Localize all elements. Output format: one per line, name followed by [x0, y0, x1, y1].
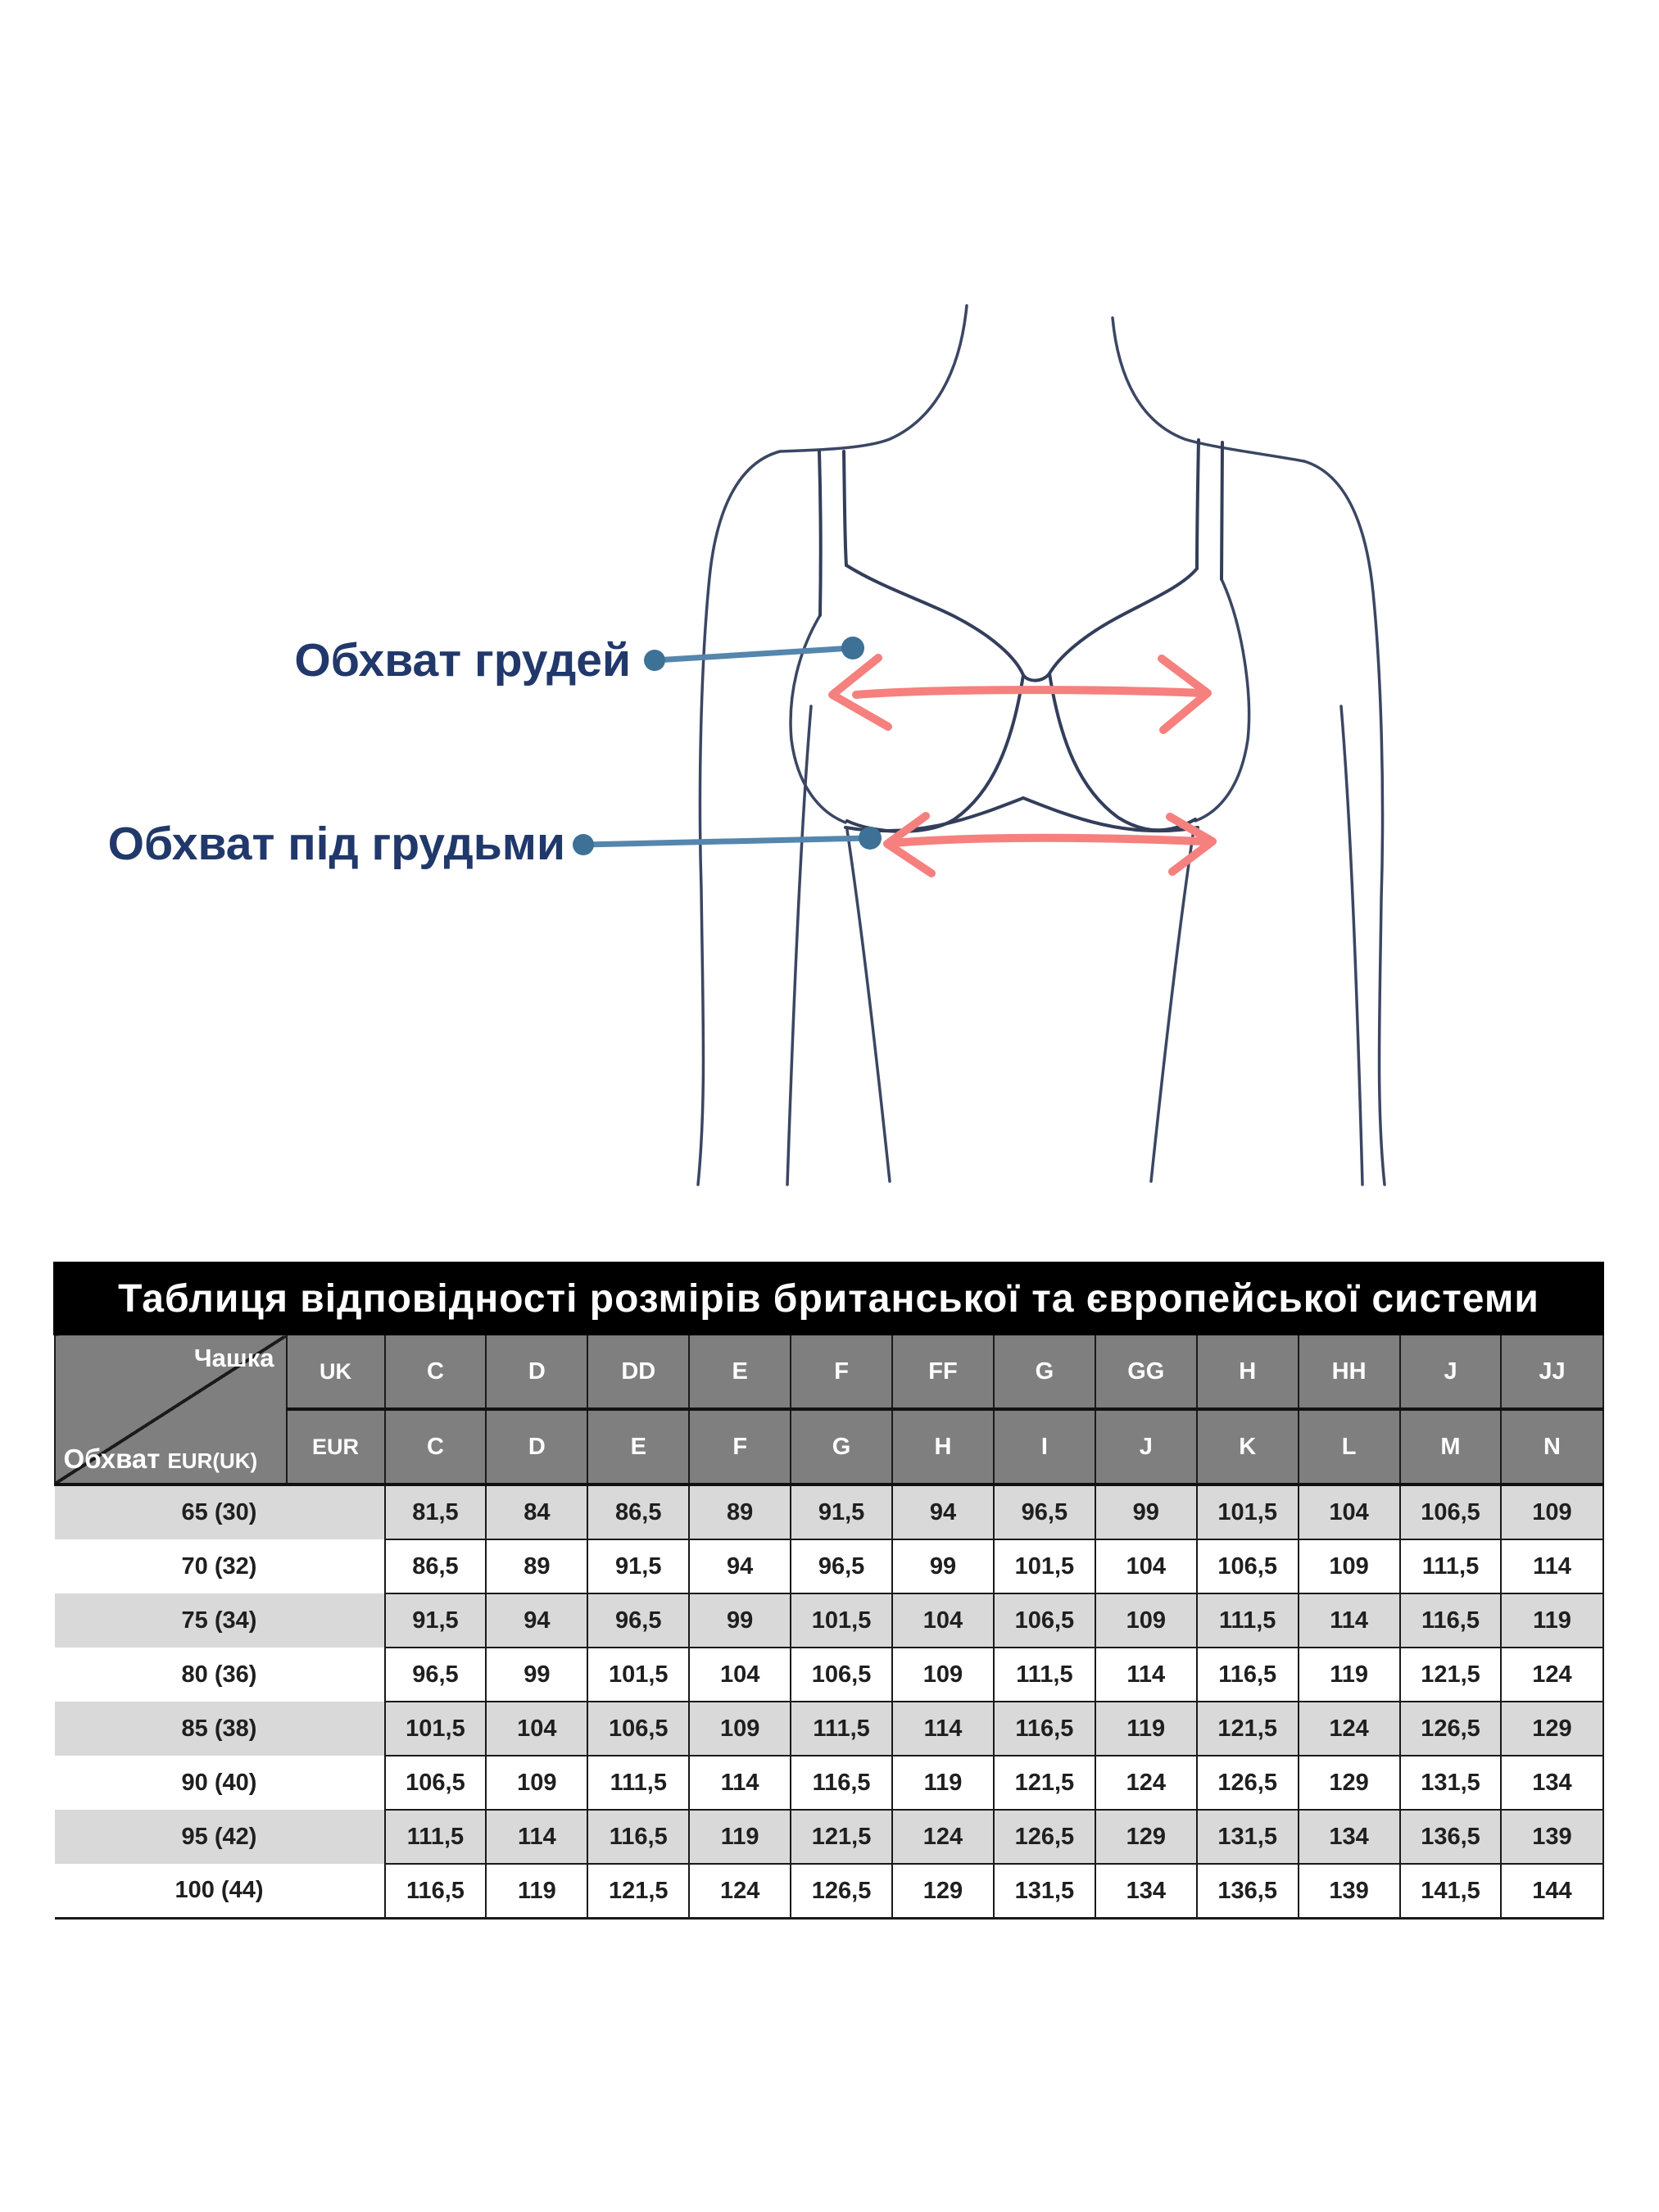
value-cell: 131,5 [994, 1864, 1095, 1919]
table-row [55, 1539, 1603, 1593]
value-cell: 126,5 [791, 1864, 892, 1919]
value-cell: 129 [892, 1864, 994, 1919]
value-cell: 101,5 [791, 1593, 892, 1648]
value-cell: 129 [1095, 1810, 1197, 1864]
value-cell: 114 [689, 1756, 791, 1810]
value-cell: 109 [1095, 1593, 1197, 1648]
value-cell: 141,5 [1400, 1864, 1502, 1919]
body-outline [698, 306, 1385, 1185]
bust-connector-dot-right [841, 637, 864, 660]
table-row [55, 1864, 1603, 1919]
value-cell: 121,5 [994, 1756, 1095, 1810]
value-cell: 106,5 [791, 1648, 892, 1702]
value-cell: 111,5 [791, 1702, 892, 1756]
eur-cup-i: I [994, 1409, 1095, 1484]
value-cell: 91,5 [385, 1593, 487, 1648]
underband-line [845, 798, 1198, 831]
value-cell: 104 [689, 1648, 791, 1702]
left-neck-shoulder-line [780, 306, 967, 451]
value-cell: 121,5 [1400, 1648, 1502, 1702]
value-cell: 111,5 [385, 1810, 487, 1864]
eur-cup-f: F [689, 1409, 791, 1484]
value-cell: 104 [892, 1593, 994, 1648]
value-cell: 116,5 [1400, 1593, 1502, 1648]
eur-header-row [55, 1409, 1603, 1484]
value-cell: 109 [1501, 1484, 1602, 1539]
value-cell: 111,5 [587, 1756, 689, 1810]
value-cell: 134 [1299, 1810, 1400, 1864]
bust-label: Обхват грудей [294, 634, 631, 687]
value-cell: 101,5 [1197, 1484, 1299, 1539]
value-cell: 126,5 [1197, 1756, 1299, 1810]
value-cell: 96,5 [994, 1484, 1095, 1539]
value-cell: 91,5 [791, 1484, 892, 1539]
value-cell: 116,5 [385, 1864, 487, 1919]
eur-cup-h: H [892, 1409, 994, 1484]
bust-connector-line [655, 648, 853, 660]
uk-cup-j: J [1400, 1335, 1502, 1410]
right-cup-underside [1049, 673, 1195, 830]
bust-connector-dot-left [644, 650, 665, 671]
band-size-cell: 85 (38) [55, 1702, 385, 1756]
corner-cell [55, 1335, 287, 1485]
right-neck-shoulder-line [1113, 318, 1304, 461]
table-row [55, 1593, 1603, 1648]
value-cell: 99 [689, 1593, 791, 1648]
eur-cup-g: G [791, 1409, 892, 1484]
uk-cup-g: G [994, 1335, 1095, 1410]
value-cell: 111,5 [1197, 1593, 1299, 1648]
uk-header-row [55, 1335, 1603, 1410]
girth-unit: EUR(UK) [167, 1448, 258, 1473]
right-outer-arm-line [1304, 461, 1385, 1185]
value-cell: 119 [1095, 1702, 1197, 1756]
size-conversion-table [53, 1262, 1604, 1920]
value-cell: 106,5 [1197, 1539, 1299, 1593]
value-cell: 131,5 [1197, 1810, 1299, 1864]
uk-cup-hh: HH [1299, 1335, 1400, 1410]
value-cell: 109 [892, 1648, 994, 1702]
value-cell: 104 [486, 1702, 587, 1756]
value-cell: 96,5 [587, 1593, 689, 1648]
bust-arrow-shaft [856, 690, 1201, 695]
eur-system-label: EUR [287, 1409, 385, 1484]
uk-cup-ff: FF [892, 1335, 994, 1410]
value-cell: 111,5 [1400, 1539, 1502, 1593]
value-cell: 136,5 [1400, 1810, 1502, 1864]
cup-axis-label: Чашка [193, 1344, 274, 1372]
left-waist-line [847, 830, 890, 1181]
value-cell: 81,5 [385, 1484, 487, 1539]
value-cell: 106,5 [385, 1756, 487, 1810]
value-cell: 101,5 [385, 1702, 487, 1756]
left-strap-outer [819, 451, 821, 615]
band-size-cell: 75 (34) [55, 1593, 385, 1648]
uk-cup-c: C [385, 1335, 487, 1410]
eur-cup-n: N [1501, 1409, 1602, 1484]
uk-cup-f: F [791, 1335, 892, 1410]
value-cell: 94 [689, 1539, 791, 1593]
eur-cup-m: M [1400, 1409, 1502, 1484]
table-title: Таблиця відповідності розмірів британської та європейської системи [55, 1263, 1603, 1335]
uk-cup-h: H [1197, 1335, 1299, 1410]
value-cell: 134 [1501, 1756, 1602, 1810]
band-size-cell: 95 (42) [55, 1810, 385, 1864]
eur-cup-e: E [587, 1409, 689, 1484]
value-cell: 119 [892, 1756, 994, 1810]
underbust-label: Обхват під грудьми [107, 818, 565, 870]
underbust-connector-line [583, 838, 870, 845]
value-cell: 106,5 [587, 1702, 689, 1756]
underbust-arrow-shaft [893, 838, 1203, 843]
value-cell: 116,5 [791, 1756, 892, 1810]
size-table-body [55, 1263, 1603, 1919]
bra-outline [819, 440, 1222, 832]
value-cell: 106,5 [994, 1593, 1095, 1648]
value-cell: 119 [1299, 1648, 1400, 1702]
value-cell: 121,5 [791, 1810, 892, 1864]
left-inner-arm-line [787, 706, 811, 1185]
value-cell: 106,5 [1400, 1484, 1502, 1539]
title-row [55, 1263, 1603, 1335]
cup-neckline [846, 565, 1197, 681]
value-cell: 101,5 [587, 1648, 689, 1702]
value-cell: 101,5 [994, 1539, 1095, 1593]
value-cell: 129 [1501, 1702, 1602, 1756]
value-cell: 94 [892, 1484, 994, 1539]
underbust-connector-dot-left [573, 834, 594, 855]
value-cell: 114 [892, 1702, 994, 1756]
underbust-connector-dot-right [859, 827, 882, 850]
value-cell: 129 [1299, 1756, 1400, 1810]
value-cell: 139 [1299, 1864, 1400, 1919]
value-cell: 136,5 [1197, 1864, 1299, 1919]
left-outer-arm-line [698, 451, 780, 1185]
value-cell: 119 [689, 1810, 791, 1864]
value-cell: 89 [689, 1484, 791, 1539]
right-waist-line [1151, 830, 1194, 1181]
value-cell: 124 [1501, 1648, 1602, 1702]
uk-cup-e: E [689, 1335, 791, 1410]
value-cell: 99 [1095, 1484, 1197, 1539]
value-cell: 114 [486, 1810, 587, 1864]
table-row [55, 1810, 1603, 1864]
table-row [55, 1648, 1603, 1702]
left-strap-inner [844, 451, 846, 565]
value-cell: 124 [1095, 1756, 1197, 1810]
girth-word: Обхват [63, 1444, 161, 1474]
value-cell: 104 [1299, 1484, 1400, 1539]
value-cell: 96,5 [385, 1648, 487, 1702]
value-cell: 116,5 [587, 1810, 689, 1864]
value-cell: 126,5 [994, 1810, 1095, 1864]
value-cell: 84 [486, 1484, 587, 1539]
value-cell: 111,5 [994, 1648, 1095, 1702]
band-size-cell: 70 (32) [55, 1539, 385, 1593]
uk-system-label: UK [287, 1335, 385, 1410]
value-cell: 126,5 [1400, 1702, 1502, 1756]
value-cell: 94 [486, 1593, 587, 1648]
value-cell: 119 [1501, 1593, 1602, 1648]
girth-axis-label [64, 1444, 258, 1475]
eur-cup-c: C [385, 1409, 487, 1484]
right-strap-inner [1197, 440, 1199, 569]
bust-connector [644, 637, 864, 671]
band-size-cell: 80 (36) [55, 1648, 385, 1702]
table-row [55, 1702, 1603, 1756]
value-cell: 109 [486, 1756, 587, 1810]
value-cell: 139 [1501, 1810, 1602, 1864]
uk-cup-d: D [486, 1335, 587, 1410]
value-cell: 96,5 [791, 1539, 892, 1593]
value-cell: 121,5 [587, 1864, 689, 1919]
value-cell: 144 [1501, 1864, 1602, 1919]
value-cell: 121,5 [1197, 1702, 1299, 1756]
value-cell: 89 [486, 1539, 587, 1593]
table-row [55, 1756, 1603, 1810]
value-cell: 116,5 [1197, 1648, 1299, 1702]
value-cell: 99 [486, 1648, 587, 1702]
uk-cup-gg: GG [1095, 1335, 1197, 1410]
eur-cup-d: D [486, 1409, 587, 1484]
value-cell: 114 [1299, 1593, 1400, 1648]
value-cell: 124 [892, 1810, 994, 1864]
value-cell: 99 [892, 1539, 994, 1593]
value-cell: 114 [1095, 1648, 1197, 1702]
table-row [55, 1484, 1603, 1539]
value-cell: 134 [1095, 1864, 1197, 1919]
value-cell: 91,5 [587, 1539, 689, 1593]
value-cell: 124 [1299, 1702, 1400, 1756]
value-cell: 86,5 [587, 1484, 689, 1539]
band-size-cell: 65 (30) [55, 1484, 385, 1539]
value-cell: 116,5 [994, 1702, 1095, 1756]
value-cell: 86,5 [385, 1539, 487, 1593]
uk-cup-jj: JJ [1501, 1335, 1602, 1410]
band-size-cell: 90 (40) [55, 1756, 385, 1810]
eur-cup-l: L [1299, 1409, 1400, 1484]
value-cell: 119 [486, 1864, 587, 1919]
value-cell: 124 [689, 1864, 791, 1919]
eur-cup-k: K [1197, 1409, 1299, 1484]
value-cell: 114 [1501, 1539, 1602, 1593]
value-cell: 109 [1299, 1539, 1400, 1593]
value-cell: 104 [1095, 1539, 1197, 1593]
underbust-connector [573, 827, 882, 855]
uk-cup-dd: DD [587, 1335, 689, 1410]
value-cell: 131,5 [1400, 1756, 1502, 1810]
band-size-cell: 100 (44) [55, 1864, 385, 1919]
value-cell: 109 [689, 1702, 791, 1756]
right-inner-arm-line [1341, 706, 1362, 1185]
eur-cup-j: J [1095, 1409, 1197, 1484]
